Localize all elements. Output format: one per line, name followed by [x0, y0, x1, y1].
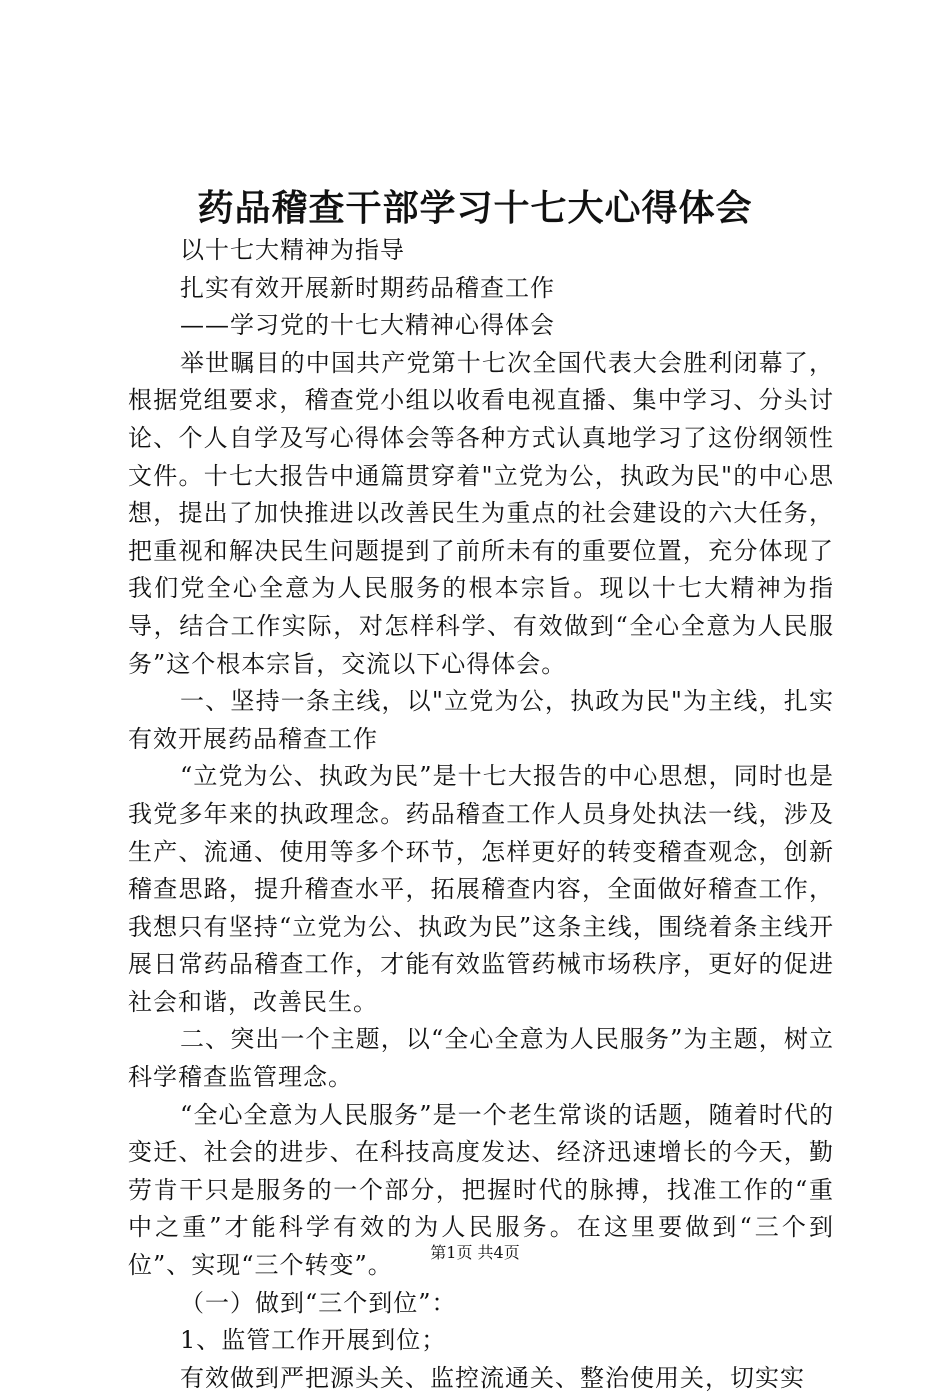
body-paragraph: 举世瞩目的中国共产党第十七次全国代表大会胜利闭幕了，根据党组要求，稽查党小组以收看电视直播、集中学习、分头讨论、个人自学及写心得体会等各种方式认真地学习了这份纲领性文件。十七大报告中通篇贯穿着"立党为公，执政为民"的中心思想，提出了加快推进以改善民生为重点的社会建设的六大任务，把重视和解决民生问题提到了前所未有的重要位置，充分体现了我们党全心全意为人民服务的根本宗旨。现以十七大精神为指导，结合工作实际，对怎样科学、有效做到“全心全意为人民服务”这个根本宗旨，交流以下心得体会。: [128, 348, 834, 678]
body-paragraph: “立党为公、执政为民”是十七大报告的中心思想，同时也是我党多年来的执政理念。药品稽查工作人员身处执法一线，涉及生产、流通、使用等多个环节，怎样更好的转变稽查观念，创新稽查思路，提升稽查水平，拓展稽查内容，全面做好稽查工作，我想只有坚持“立党为公、执政为民”这条主线，围绕着条主线开展日常药品稽查工作，才能有效监管药械市场秩序，更好的促进社会和谐，改善民生。: [128, 762, 834, 1016]
subtitle-line: 扎实有效开展新时期药品稽查工作: [180, 273, 555, 302]
body-paragraph: 有效做到严把源头关、监控流通关、整治使用关，切实实: [180, 1363, 805, 1392]
body-paragraph: “全心全意为人民服务”是一个老生常谈的话题，随着时代的变迁、社会的进步、在科技高度发达、经济迅速增长的今天，勤劳肯干只是服务的一个部分，把握时代的脉搏，找准工作的“重中之重”才能科学有效的为人民服务。在这里要做到“三个到位”、实现“三个转变”。: [128, 1100, 834, 1280]
document-body: [128, 232, 834, 1397]
list-item: 1、监管工作开展到位；: [180, 1326, 447, 1355]
section-heading: 一、坚持一条主线，以"立党为公，执政为民"为主线，扎实有效开展药品稽查工作: [128, 687, 834, 753]
subsection-heading: （一）做到“三个到位”：: [180, 1288, 457, 1317]
subtitle-line: 以十七大精神为指导: [180, 236, 405, 264]
subtitle-line: ——学习党的十七大精神心得体会: [180, 311, 555, 340]
page-number: 第1页 共4页: [430, 1243, 520, 1262]
document-title: 药品稽查干部学习十七大心得体会: [197, 187, 753, 229]
section-heading: 二、突出一个主题，以“全心全意为人民服务”为主题，树立科学稽查监管理念。: [128, 1025, 834, 1092]
